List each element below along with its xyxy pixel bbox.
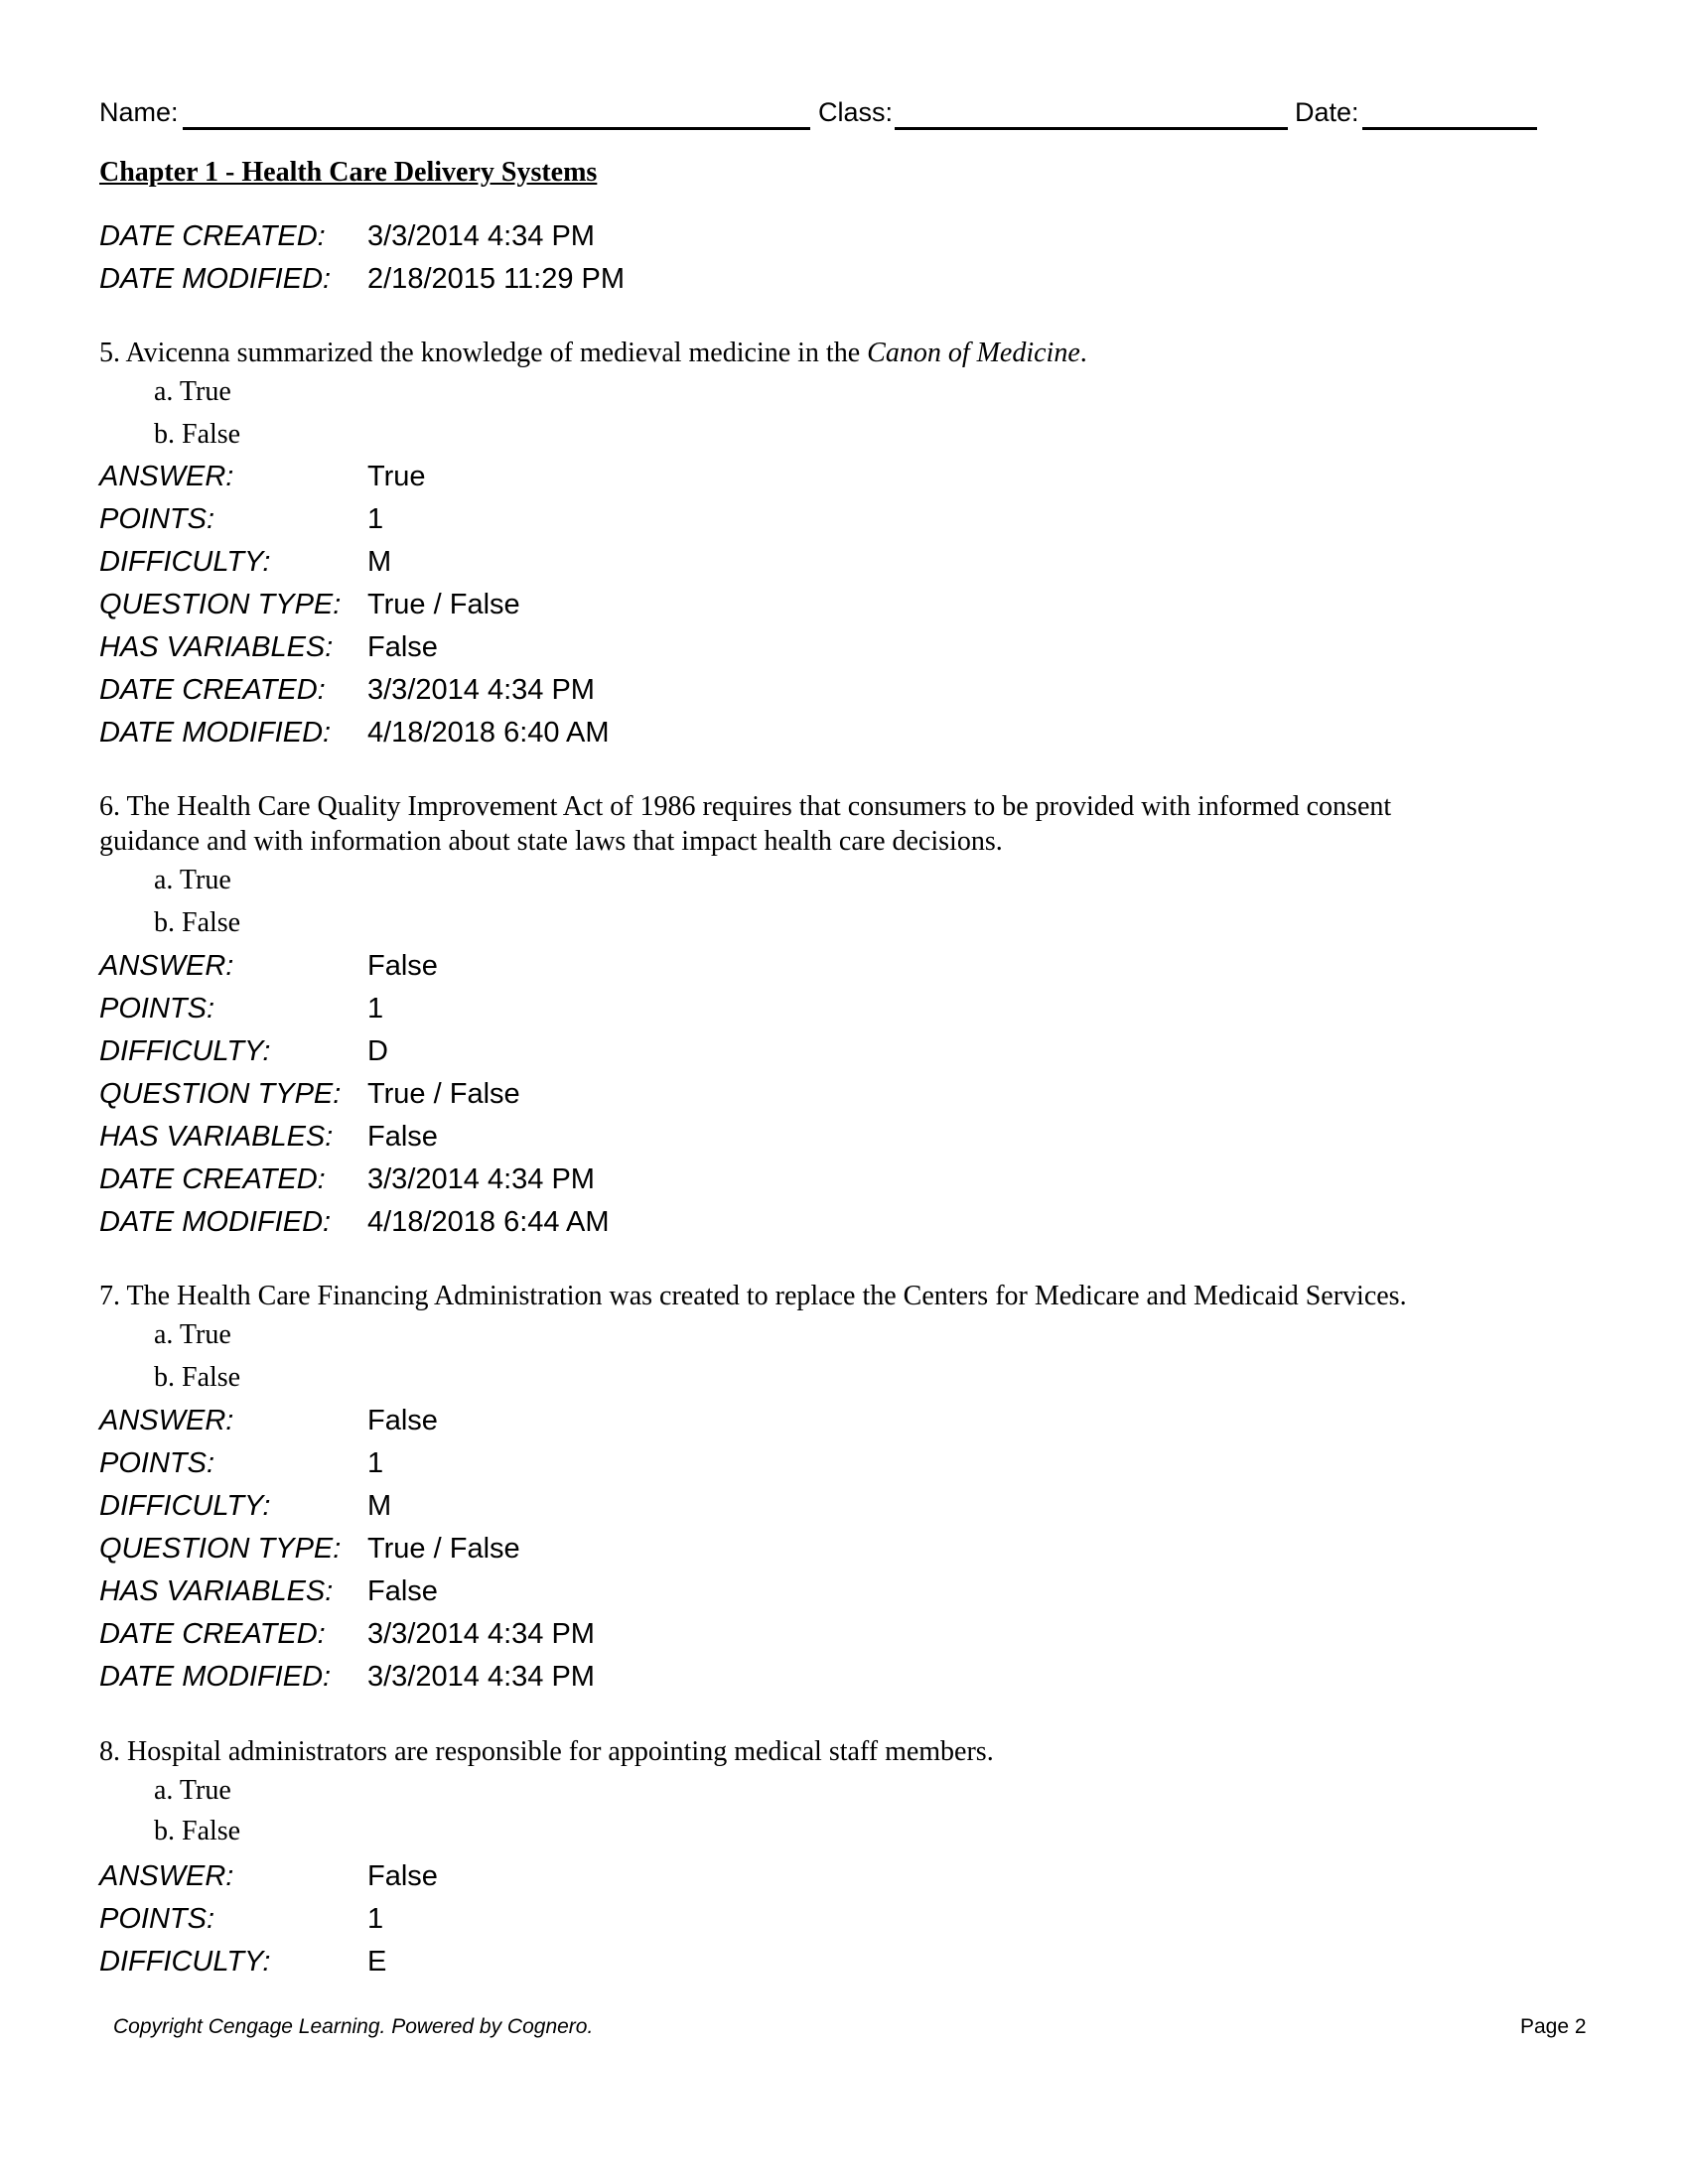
answer-value: True	[367, 461, 426, 492]
question-7-option-a: a. True	[154, 1319, 231, 1350]
question-type-label: QUESTION TYPE:	[99, 589, 342, 620]
question-type-value: True / False	[367, 1078, 520, 1110]
question-type-label: QUESTION TYPE:	[99, 1533, 342, 1565]
question-text: The Health Care Financing Administration was created to replace the Centers for Medicare and Medicaid Services.	[126, 1281, 1407, 1311]
chapter-title: Chapter 1 - Health Care Delivery Systems	[99, 157, 598, 188]
has-variables-label: HAS VARIABLES:	[99, 1121, 334, 1153]
has-variables-label: HAS VARIABLES:	[99, 1575, 334, 1607]
points-value: 1	[367, 1447, 384, 1479]
class-field-line[interactable]	[895, 127, 1288, 130]
date-modified-label: DATE MODIFIED:	[99, 1661, 332, 1693]
date-created-value: 3/3/2014 4:34 PM	[367, 1163, 595, 1195]
date-field-line[interactable]	[1362, 127, 1537, 130]
question-number: 6.	[99, 791, 120, 822]
answer-label: ANSWER:	[99, 1405, 234, 1436]
chapter-date-created-label: DATE CREATED:	[99, 220, 326, 252]
answer-label: ANSWER:	[99, 1860, 234, 1892]
question-text-end: .	[1079, 338, 1087, 368]
date-created-label: DATE CREATED:	[99, 674, 326, 706]
date-modified-label: DATE MODIFIED:	[99, 1206, 332, 1238]
question-6-text-line2: guidance and with information about state laws that impact health care decisions.	[99, 826, 1003, 857]
question-type-label: QUESTION TYPE:	[99, 1078, 342, 1110]
points-label: POINTS:	[99, 1447, 215, 1479]
difficulty-label: DIFFICULTY:	[99, 546, 271, 578]
question-text: The Health Care Quality Improvement Act of 1986 requires that consumers to be provided with informed consent	[126, 791, 1392, 822]
has-variables-value: False	[367, 1575, 438, 1607]
question-text: Avicenna summarized the knowledge of medieval medicine in the	[125, 338, 868, 368]
points-value: 1	[367, 993, 384, 1024]
difficulty-label: DIFFICULTY:	[99, 1035, 271, 1067]
date-modified-value: 3/3/2014 4:34 PM	[367, 1661, 595, 1693]
question-8-text	[99, 1736, 994, 1768]
question-6-option-b: b. False	[154, 907, 241, 938]
points-value: 1	[367, 503, 384, 535]
date-created-label: DATE CREATED:	[99, 1163, 326, 1195]
chapter-date-modified-label: DATE MODIFIED:	[99, 263, 332, 295]
question-number: 5.	[99, 338, 120, 368]
date-modified-value: 4/18/2018 6:40 AM	[367, 717, 610, 749]
question-6-option-a: a. True	[154, 865, 231, 895]
has-variables-value: False	[367, 631, 438, 663]
answer-value: False	[367, 950, 438, 982]
question-7-text	[99, 1281, 1407, 1312]
date-created-value: 3/3/2014 4:34 PM	[367, 674, 595, 706]
question-type-value: True / False	[367, 1533, 520, 1565]
question-number: 7.	[99, 1281, 120, 1311]
points-value: 1	[367, 1903, 384, 1935]
name-label: Name:	[99, 97, 179, 127]
question-8-option-a: a. True	[154, 1775, 231, 1806]
date-modified-label: DATE MODIFIED:	[99, 717, 332, 749]
footer-copyright: Copyright Cengage Learning. Powered by Cognero.	[113, 2015, 594, 2038]
page-number: Page 2	[1520, 2015, 1587, 2038]
question-number: 8.	[99, 1736, 120, 1767]
points-label: POINTS:	[99, 503, 215, 535]
has-variables-value: False	[367, 1121, 438, 1153]
date-label: Date:	[1295, 97, 1359, 127]
difficulty-value: M	[367, 546, 392, 578]
points-label: POINTS:	[99, 1903, 215, 1935]
class-label: Class:	[818, 97, 894, 127]
question-5-text	[99, 338, 1087, 369]
difficulty-value: M	[367, 1490, 392, 1522]
book-title: Canon of Medicine	[867, 338, 1080, 368]
question-text: Hospital administrators are responsible for appointing medical staff members.	[127, 1736, 994, 1767]
chapter-date-modified-value: 2/18/2015 11:29 PM	[367, 263, 626, 295]
points-label: POINTS:	[99, 993, 215, 1024]
date-modified-value: 4/18/2018 6:44 AM	[367, 1206, 610, 1238]
question-6-text	[99, 791, 1391, 823]
question-type-value: True / False	[367, 589, 520, 620]
date-created-value: 3/3/2014 4:34 PM	[367, 1618, 595, 1650]
answer-value: False	[367, 1860, 438, 1892]
question-7-option-b: b. False	[154, 1362, 241, 1393]
question-5-option-a: a. True	[154, 376, 231, 407]
difficulty-label: DIFFICULTY:	[99, 1490, 271, 1522]
chapter-date-created-value: 3/3/2014 4:34 PM	[367, 220, 595, 252]
question-8-option-b: b. False	[154, 1816, 241, 1846]
question-5-option-b: b. False	[154, 419, 241, 450]
answer-label: ANSWER:	[99, 461, 234, 492]
difficulty-label: DIFFICULTY:	[99, 1946, 271, 1978]
answer-label: ANSWER:	[99, 950, 234, 982]
name-field-line[interactable]	[183, 127, 810, 130]
has-variables-label: HAS VARIABLES:	[99, 631, 334, 663]
date-created-label: DATE CREATED:	[99, 1618, 326, 1650]
difficulty-value: E	[367, 1946, 387, 1978]
difficulty-value: D	[367, 1035, 388, 1067]
answer-value: False	[367, 1405, 438, 1436]
